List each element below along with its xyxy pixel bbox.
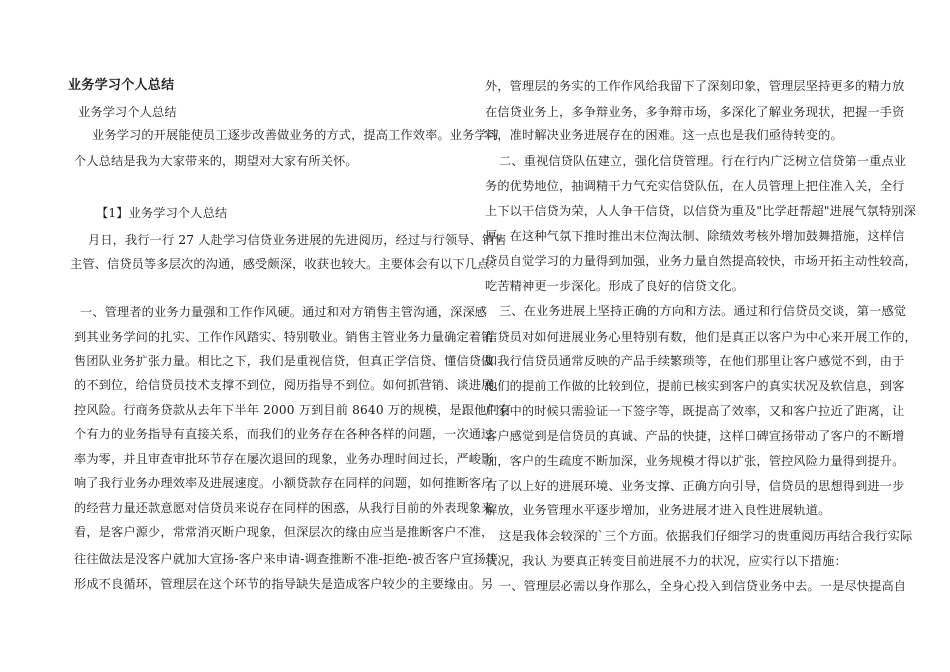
paragraph-line: 客户感觉到是信贷员的真诚、产品的快捷，这样口碑宣扬带动了客户的不断增	[485, 429, 905, 443]
paragraph-line: 状况，我认 为要真正转变目前进展不力的状况，应实行以下措施：	[485, 554, 847, 568]
paragraph-line: 务的优势地位，抽调精干力气充实信贷队伍，在人员管理上把住准入关，全行	[485, 179, 905, 193]
paragraph-line: 售团队业务扩张力量。相比之下，我们是重视信贷，但真正学信贷、懂信贷做	[74, 354, 494, 368]
paragraph-line: 一、管理层必需以身作那么，全身心投入到信贷业务中去。一是尽快提高自	[499, 579, 907, 593]
paragraph-line: 看，是客户源少，常常消灭断户现象，但深层次的缘由应当是推断客户不准，	[74, 525, 494, 539]
paragraph-line: 信贷员对如何进展业务心里特别有数，他们是真正以客户为中心来开展工作的，	[485, 330, 917, 344]
document-title: 业务学习个人总结	[68, 78, 175, 93]
paragraph-line: 的不到位，给信贷员技术支撑不到位，阅历指导不到位。如何抓营销、谈进展、	[74, 378, 506, 392]
paragraph-line: 业务学习的开展能使员工逐步改善做业务的方式，提高工作效率。业务学习	[92, 128, 500, 142]
paragraph-line: 形成不良循环，管理层在这个环节的指导缺失是造成客户较少的主要缘由。另	[74, 577, 494, 591]
paragraph-line: 加，客户的生疏度不断加深，业务规模才得以扩张，管控风险力量得到提升。	[485, 454, 905, 468]
paragraph-line: 如我行信贷员通常反映的产品手续繁琐等，在他们那里让客户感觉不到，由于	[485, 354, 905, 368]
subtitle-line: 业务学习个人总结	[78, 105, 177, 119]
paragraph-line: 的经营力量还款意愿对信贷员来说存在同样的困惑，从我行目前的外表现象来	[74, 501, 494, 515]
paragraph-line: 到其业务学问的扎实、工作作风踏实、特别敬业。销售主管业务力量确定着销	[74, 330, 494, 344]
paragraph-line: 料，准时解决业务进展存在的困难。这一点也是我们亟待转变的。	[485, 128, 843, 142]
paragraph-line: 三、在业务进展上坚持正确的方向和方法。通过和行信贷员交谈，第一感觉	[499, 304, 907, 318]
paragraph-line: 主管、信贷员等多层次的沟通，感受颇深，收获也较大。主要体会有以下几点：	[70, 257, 502, 271]
paragraph-line: 贷员自觉学习的力量得到加强，业务力量自然提高较快，市场开拓主动性较高，	[485, 254, 917, 268]
paragraph-line: 解放，业务管理水平逐步增加，业务进展才进入良性进展轨道。	[485, 503, 831, 517]
paragraph-line: 率为零，并且审查审批环节存在屡次退回的现象，业务办理时间过长，严峻影	[74, 452, 494, 466]
paragraph-line: 外，管理层的务实的工作作风给我留下了深刻印象，管理层坚持更多的精力放	[485, 79, 905, 93]
paragraph-line: 二、重视信贷队伍建立，强化信贷管理。行在行内广泛树立信贷第一重点业	[499, 154, 907, 168]
paragraph-line: 响了我行业务办理效率及进展速度。小额贷款存在同样的问题，如何推断客户	[74, 476, 494, 490]
paragraph-line: 他们的提前工作做的比较到位，提前已核实到客户的真实状况及软信息，到客	[485, 379, 905, 393]
paragraph-line: 个人总结是我为大家带来的，期望对大家有所关怀。	[74, 154, 358, 168]
paragraph-line: 个有力的业务指导有直接关系，而我们的业务存在各种各样的问题，一次通过	[74, 427, 494, 441]
paragraph-line: 这是我体会较深的`三个方面。依据我们仔细学习的贵重阅历再结合我行实际	[499, 529, 913, 543]
paragraph-line: 控风险。行商务贷款从去年下半年 2000 万到目前 8640 万的规模，是跟他们有	[74, 403, 512, 417]
paragraph-line: 厚，在这种气氛下推时推出末位淘汰制、除绩效考核外增加鼓舞措施，这样信	[485, 229, 905, 243]
paragraph-line: 月日，我行一行 27 人赴学习信贷业务进展的先进阅历，经过与行领导、销售	[88, 233, 507, 247]
paragraph-line: 户家中的时候只需验证一下签字等，既提高了效率，又和客户拉近了距离，让	[485, 404, 905, 418]
paragraph-line: 吃苦精神更一步深化。形成了良好的信贷文化。	[485, 279, 745, 293]
section-heading: 【1】业务学习个人总结	[96, 206, 228, 220]
paragraph-line: 有了以上好的进展环境、业务支撑、正确方向引导，信贷员的思想得到进一步	[485, 479, 905, 493]
paragraph-line: 往往做法是没客户就加大宣扬-客户来申请-调查推断不准-拒绝-被否客户宣扬等	[74, 552, 499, 566]
paragraph-line: 一、管理者的业务力量强和工作作风硬。通过和对方销售主管沟通，深深感	[80, 305, 488, 319]
paragraph-line: 上下以干信贷为荣，人人争干信贷，以信贷为重及"比学赶帮超"进展气氛特别深	[485, 204, 916, 218]
paragraph-line: 在信贷业务上，多争辩业务，多争辩市场，多深化了解业务现状，把握一手资	[485, 105, 905, 119]
